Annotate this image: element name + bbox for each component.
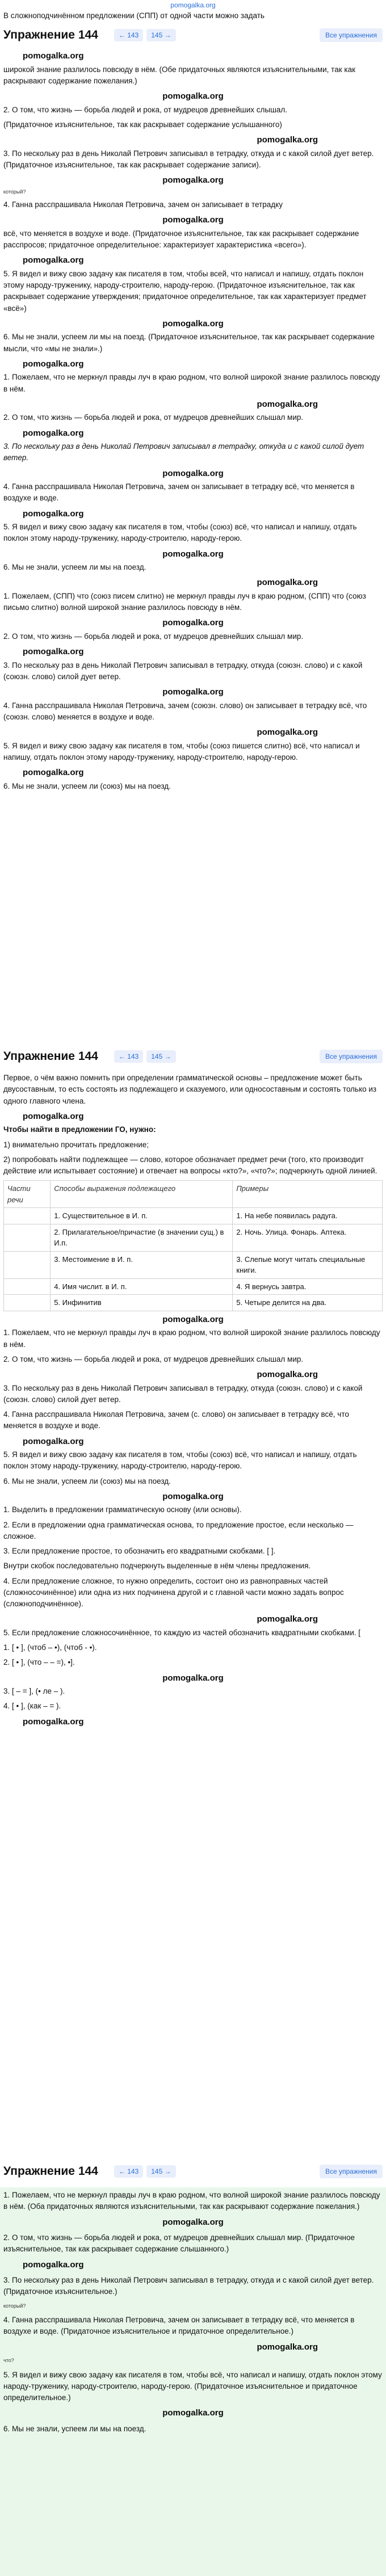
watermark: pomogalka.org: [23, 255, 84, 266]
analysis-6: 6. Мы не знали, успеем ли (союз) мы на поезд.: [3, 1476, 171, 1485]
answer-1-tail: широкой знание разлилось повсюду в нём. (Обе придаточных являются изъяснительными, так как раскрывают содержание пожелания.): [3, 65, 355, 85]
sentence-1: [0, 372, 386, 395]
table-cell: 5. Четыре делится на два.: [233, 1295, 383, 1311]
table-cell: 4. Я вернусь завтра.: [233, 1278, 383, 1295]
site-name[interactable]: pomogalka.org: [170, 1, 216, 9]
final-2: 2. О том, что жизнь — борьба людей и рока, от мудрецов древнейших слышал мир. (Придаточное изъяснительное, так как раскрывает содержание слышанного.): [3, 2233, 355, 2254]
watermark: pomogalka.org: [23, 51, 84, 61]
parsed-5: 5. Я видел и вижу свою задачу как писателя в том, чтобы (союз пишется слитно) всё, что написал и напишу, отдать поклон этому народу-труженику, народу-строителю, народу-герою.: [3, 741, 360, 761]
table-cell: [4, 1208, 51, 1224]
analysis-4: 4. Ганна расспрашивала Николая Петровича, зачем (с. слово) он записывает в тетрадку всё, что меняется в воздухе и воде.: [3, 1410, 349, 1430]
answer-5: 5. Я видел и вижу свою задачу как писателя в том, чтобы всей, что написал и напишу, отдать поклон этому народу-труженику, народу-строителю, народу-герою. (Придаточное изъяснительное, так как раскрывает содержание утверждения; придаточное определительное, так как характеризует предмет «всё»): [3, 269, 367, 313]
watermark: pomogalka.org: [23, 2259, 84, 2270]
step-5: 5. Если предложение сложносочинённое, то каждую из частей обозначить квадратными скобками. [: [3, 1628, 360, 1637]
exercise-title: Упражнение 144: [3, 28, 98, 42]
watermark: pomogalka.org: [162, 175, 224, 185]
scheme-4: 4. [ • ], (как – = ).: [3, 1702, 61, 1711]
watermark: pomogalka.org: [162, 318, 224, 329]
table-cell: 1. На небе появилась радуга.: [233, 1208, 383, 1224]
question-note: который?: [3, 2303, 26, 2309]
watermark: pomogalka.org: [162, 1491, 224, 1501]
watermark: pomogalka.org: [257, 399, 318, 409]
watermark: pomogalka.org: [257, 1370, 318, 1379]
next-exercise-button[interactable]: 145 →: [146, 2165, 175, 2178]
table-cell: [4, 1278, 51, 1295]
step-2: 2. Если в предложении одна грамматическая основа, то предложение простое, если несколько — сложное.: [3, 1520, 354, 1540]
exercise-title: Упражнение 144: [3, 2165, 98, 2178]
watermark: pomogalka.org: [23, 1436, 84, 1446]
table-header: Примеры: [233, 1181, 383, 1208]
watermark: pomogalka.org: [257, 1614, 318, 1624]
watermark: pomogalka.org: [23, 359, 84, 369]
answer-2-note: (Придаточное изъяснительное, так как раскрывает содержание услышанного): [3, 120, 282, 129]
watermark: pomogalka.org: [162, 2408, 224, 2418]
table-cell: 3. Слепые могут читать специальные книги.: [233, 1251, 383, 1278]
watermark: pomogalka.org: [162, 91, 224, 101]
next-exercise-button[interactable]: 145 →: [146, 29, 175, 41]
table-header: Части речи: [4, 1181, 51, 1208]
answer-6: 6. Мы не знали, успеем ли мы на поезд. (Придаточное изъяснительное, так как раскрывает содержание мысли, что «мы не знали».): [3, 332, 375, 353]
next-exercise-button[interactable]: 145 →: [146, 1050, 175, 1063]
watermark: pomogalka.org: [23, 647, 84, 656]
watermark: pomogalka.org: [162, 1673, 224, 1683]
parsed-1: 1. Пожелаем, (СПП) что (союз писем слитно) не меркнул правды луч в краю родном, (СПП) что (союз письмо слитно) волной широкой знание разлилось повсюду в нём.: [3, 591, 366, 612]
sentence-4: [0, 481, 386, 504]
watermark: pomogalka.org: [162, 468, 224, 478]
answer-4b: всё, что меняется в воздухе и воде. (Придаточное изъяснительное, так как раскрывает содержание расспросов; придаточное определительное: характеризует характеристика «всего»).: [3, 229, 359, 249]
sentence-6-text: 6. Мы не знали, успеем ли мы на поезд.: [3, 563, 146, 571]
scheme-1: 1. [ • ], (чтоб – •), (чтоб - •).: [3, 1643, 97, 1652]
final-5: 5. Я видел и вижу свою задачу как писателя в том, чтобы всё, что написал и напишу, отдать поклон этому народу-труженику, народу-строителю, народу-герою. (Придаточное изъяснительное и придаточное определительное.): [3, 2370, 382, 2402]
prev-exercise-button[interactable]: ← 143: [114, 1050, 143, 1063]
table-cell: [4, 1224, 51, 1251]
exercise-header-1: [0, 23, 386, 48]
watermark: pomogalka.org: [257, 2342, 318, 2352]
table-cell: [4, 1295, 51, 1311]
answer-panel: [0, 2187, 386, 2576]
step-4: 4. Если предложение сложное, то нужно определить, состоит оно из равноправных частей (сложносочинённое) или одна из них подчинена другой и с главной части можно задать вопрос (сложноподчинённое).: [3, 1576, 344, 1608]
answer-2: 2. О том, что жизнь — борьба людей и рока, от мудрецов древнейших слышал.: [3, 105, 288, 114]
parsed-2: 2. О том, что жизнь — борьба людей и рока, от мудрецов древнейших слышал мир.: [3, 632, 304, 641]
scheme-3: 3. [ – = ], (• ле – ).: [3, 1687, 65, 1695]
watermark: pomogalka.org: [23, 768, 84, 777]
watermark: pomogalka.org: [23, 1716, 84, 1727]
step-1: 1. Выделить в предложении грамматическую основу (или основы).: [3, 1505, 242, 1514]
table-cell: 2. Ночь. Улица. Фонарь. Аптека.: [233, 1224, 383, 1251]
table-row: [4, 1278, 383, 1295]
exercise-header-2: [0, 1044, 386, 1069]
parsed-4: 4. Ганна расспрашивала Николая Петровича, зачем (союзн. слово) он записывает в тетрадку всё, что (союзн. слово) меняется в воздухе и воде.: [3, 701, 367, 721]
table-header: Способы выражения подлежащего: [51, 1181, 233, 1208]
table-row: [4, 1208, 383, 1224]
theory-3: 1) внимательно прочитать предложение;: [3, 1140, 149, 1149]
sentence-5: [0, 521, 386, 545]
answer-4a: 4. Ганна расспрашивала Николая Петровича, зачем он записывает в тетрадку: [3, 200, 283, 209]
table-cell: 3. Местоимение в И. п.: [51, 1251, 233, 1278]
table-cell: 1. Существительное в И. п.: [51, 1208, 233, 1224]
all-exercises-button[interactable]: Все упражнения: [320, 1050, 383, 1063]
prev-exercise-button[interactable]: ← 143: [114, 2165, 143, 2178]
table-cell: 2. Прилагательное/причастие (в значении сущ.) в И.п.: [51, 1224, 233, 1251]
scheme-2: 2. [ • ], (что – – =), •].: [3, 1658, 75, 1667]
watermark: pomogalka.org: [162, 549, 224, 559]
watermark: pomogalka.org: [162, 1314, 224, 1324]
table-row: [4, 1295, 383, 1311]
exercise-title: Упражнение 144: [3, 1050, 98, 1063]
final-6: 6. Мы не знали, успеем ли мы на поезд.: [3, 2424, 146, 2433]
step-3: 3. Если предложение простое, то обозначить его квадратными скобками. [ ].: [3, 1547, 276, 1555]
table-cell: 4. Имя числит. в И. п.: [51, 1278, 233, 1295]
final-1: 1. Пожелаем, что не меркнул правды луч в краю родном, что волной широкой знание разлилось повсюду в нём. (Оба придаточных являются изъяснительными, так как раскрывают содержание пожелания.): [3, 2191, 380, 2211]
table-row: [4, 1224, 383, 1251]
analysis-2: 2. О том, что жизнь — борьба людей и рока, от мудрецов древнейших слышал мир.: [3, 1354, 304, 1363]
subject-table: [3, 1180, 383, 1311]
prev-exercise-button[interactable]: ← 143: [114, 29, 143, 41]
question-note: который?: [3, 188, 26, 195]
analysis-5: 5. Я видел и вижу свою задачу как писателя в том, чтобы (союз) всё, что написал и напишу, отдать поклон этому народу-труженику, народу-строителю, народу-герою.: [3, 1450, 357, 1471]
answer-3: 3. По нескольку раз в день Николай Петрович записывал в тетрадку, откуда и с какой силой дует ветер. (Придаточное изъяснительное, так как раскрывает содержание записи).: [3, 149, 374, 169]
sentence-2-text: 2. О том, что жизнь — борьба людей и рока, от мудрецов древнейших слышал мир.: [3, 413, 304, 422]
theory-1: Первое, о чём важно помнить при определении грамматической основы – предложение может быть двусоставным, то есть состоять из подлежащего и сказуемого, или односоставным и состоять только из одного главного члена.: [3, 1074, 377, 1105]
watermark: pomogalka.org: [23, 508, 84, 519]
all-exercises-button[interactable]: Все упражнения: [320, 2165, 383, 2178]
watermark: pomogalka.org: [23, 428, 84, 438]
analysis-1: 1. Пожелаем, что не меркнул правды луч в краю родном, что волной широкой знание разлилось повсюду в нём.: [3, 1328, 380, 1349]
sentence-3-text: 3. По нескольку раз в день Николай Петрович записывал в тетрадку, откуда и с какой силой дует ветер.: [3, 442, 364, 462]
watermark: pomogalka.org: [257, 727, 318, 737]
intro-text: В сложноподчинённом предложении (СПП) от одной части можно задать: [3, 11, 265, 20]
parsed-3: 3. По нескольку раз в день Николай Петрович записывал в тетрадку, откуда (союзн. слово) и с какой (союзн. слово) силой дует ветер.: [3, 660, 363, 681]
theory-2: Чтобы найти в предложении ГО, нужно:: [3, 1125, 156, 1134]
question-note: что?: [3, 2358, 14, 2363]
watermark: pomogalka.org: [162, 687, 224, 697]
watermark: pomogalka.org: [257, 578, 318, 588]
final-3: 3. По нескольку раз в день Николай Петрович записывал в тетрадку, откуда и с какой силой дует ветер. (Придаточное изъяснительное.): [3, 2276, 374, 2296]
exercise-header-3: [0, 2159, 386, 2184]
sentence-4-text: 4. Ганна расспрашивала Николая Петровича, зачем он записывает в тетрадку всё, что меняется в воздухе и воде.: [3, 482, 355, 503]
theory-4: 2) попробовать найти подлежащее — слово, которое обозначает предмет речи (того, кто производит действие или испытывает состояние) и отвечает на вопросы «кто?», «что?»; подчеркнуть одной линией.: [3, 1155, 377, 1175]
table-cell: [4, 1251, 51, 1278]
step-3b: Внутри скобок последовательно подчеркнуть выделенные в нём члены предложения.: [3, 1561, 311, 1571]
watermark: pomogalka.org: [162, 215, 224, 225]
sentence-1-text: 1. Пожелаем, что не меркнул правды луч в краю родном, что волной широкой знание разлилось повсюду в нём.: [3, 373, 380, 393]
table-row: [4, 1251, 383, 1278]
watermark: pomogalka.org: [23, 1111, 84, 1121]
sentence-5-text: 5. Я видел и вижу свою задачу как писателя в том, чтобы (союз) всё, что написал и напишу, отдать поклон этому народу-труженику, народу-строителю, народу-герою.: [3, 523, 357, 543]
sentence-6: [0, 562, 386, 573]
analysis-3: 3. По нескольку раз в день Николай Петрович записывал в тетрадку, откуда (союзн. слово) и с какой (союзн. слово) силой дует ветер.: [3, 1383, 363, 1404]
sentence-2: [0, 412, 386, 423]
all-exercises-button[interactable]: Все упражнения: [320, 28, 383, 42]
table-cell: 5. Инфинитив: [51, 1295, 233, 1311]
watermark: pomogalka.org: [162, 2217, 224, 2227]
final-4: 4. Ганна расспрашивала Николая Петровича, зачем он записывает в тетрадку всё, что меняется в воздухе и воде. (Придаточное изъяснительное и придаточное определительное.): [3, 2316, 355, 2336]
parsed-6: 6. Мы не знали, успеем ли (союз) мы на поезд.: [3, 781, 171, 790]
sentence-3: [0, 441, 386, 464]
watermark: pomogalka.org: [257, 135, 318, 145]
watermark: pomogalka.org: [162, 618, 224, 628]
